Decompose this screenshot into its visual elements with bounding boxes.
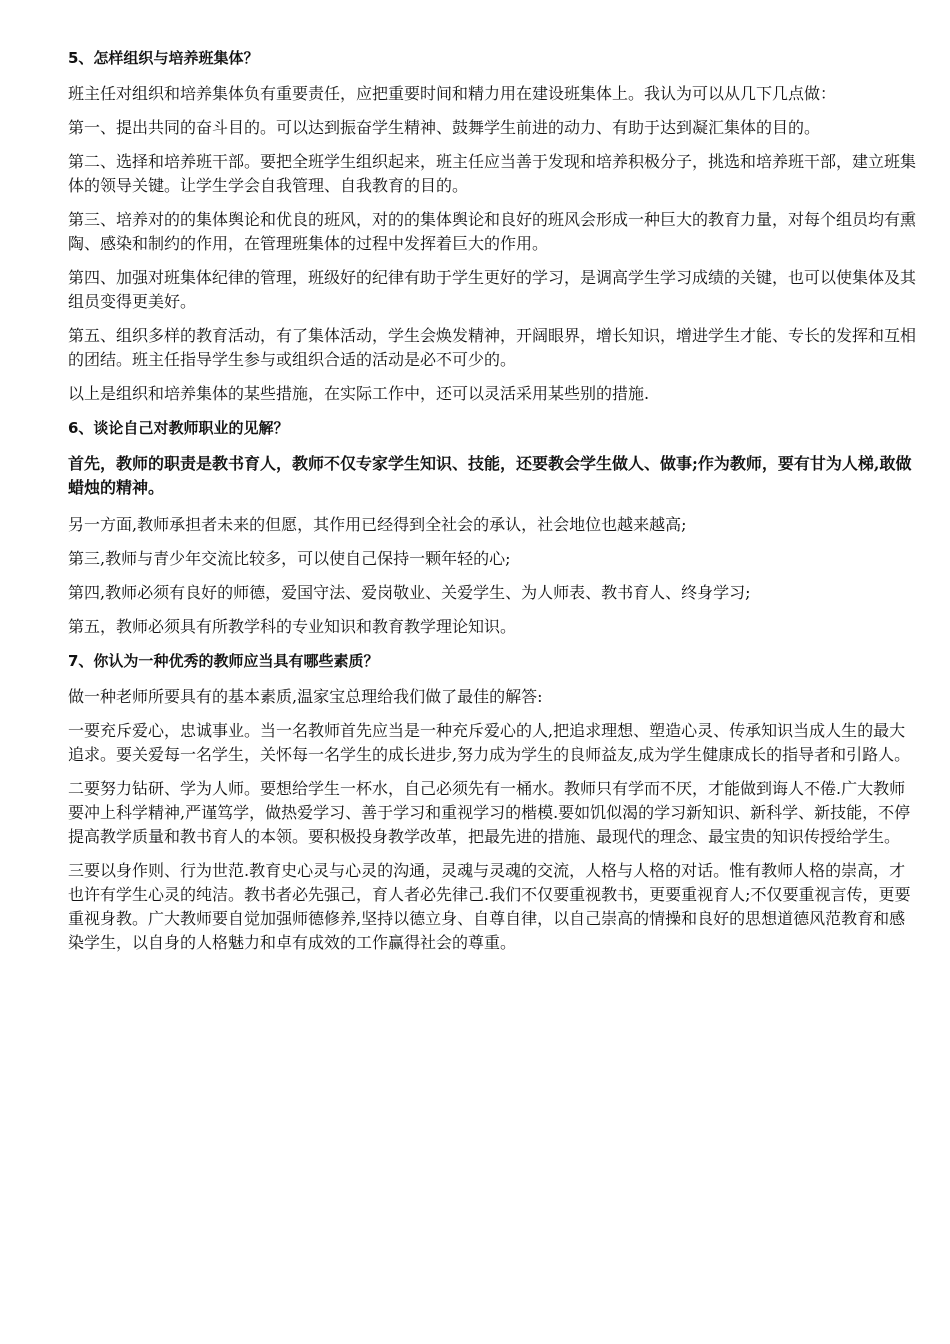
- paragraph: 第三、培养对的的集体舆论和优良的班风，对的的集体舆论和良好的班风会形成一种巨大的教育力量，对每个组员均有熏陶、感染和制约的作用，在管理班集体的过程中发挥着巨大的作用。: [68, 210, 917, 253]
- paragraph: 一要充斥爱心，忠诚事业。当一名教师首先应当是一种充斥爱心的人,把追求理想、塑造心灵、传承知识当成人生的最大追求。要关爱每一名学生，关怀每一名学生的成长进步,努力成为学生的良师益友,成为学生健康成长的指导者和引路人。: [68, 721, 911, 764]
- bold-paragraph: 首先，教师的职责是教书育人，教师不仅专家学生知识、技能，还要教会学生做人、做事;作为教师，要有甘为人梯,敢做蜡烛的精神。: [68, 454, 912, 497]
- paragraph: 班主任对组织和培养集体负有重要责任，应把重要时间和精力用在建设班集体上。我认为可以从几下几点做：: [68, 84, 837, 103]
- paragraph: 三要以身作则、行为世范.教育史心灵与心灵的沟通，灵魂与灵魂的交流，人格与人格的对话。惟有教师人格的崇高，才也许有学生心灵的纯洁。教书者必先强己，育人者必先律己.我们不仅要重视教书，更要重视育人;不仅要重视言传，更要重视身教。广大教师要自觉加强师德修养,坚持以德立身、自尊自律，以自己崇高的情操和良好的思想道德风范教育和感染学生，以自身的人格魅力和卓有成效的工作赢得社会的尊重。: [68, 861, 911, 952]
- section-heading: 6、谈论自己对教师职业的见解？: [68, 419, 289, 437]
- paragraph: 第五，教师必须具有所教学科的专业知识和教育教学理论知识。: [68, 617, 517, 636]
- section-heading: 7、你认为一种优秀的教师应当具有哪些素质？: [68, 652, 379, 670]
- section-5: [68, 46, 916, 406]
- paragraph: 第一、提出共同的奋斗目的。可以达到振奋学生精神、鼓舞学生前进的动力、有助于达到凝汇集体的目的。: [68, 118, 821, 137]
- section-6: [68, 416, 916, 639]
- paragraph: 二要努力钻研、学为人师。要想给学生一杯水，自己必须先有一桶水。教师只有学而不厌，才能做到诲人不倦.广大教师要冲上科学精神,严谨笃学，做热爱学习、善于学习和重视学习的楷模.要如饥似渴的学习新知识、新科学、新技能，不停提高教学质量和教书育人的本领。要积极投身教学改革，把最先进的措施、最现代的理念、最宝贵的知识传授给学生。: [68, 779, 911, 846]
- document-page: [68, 46, 916, 965]
- section-7: [68, 649, 916, 955]
- paragraph: 另一方面,教师承担者未来的但愿，其作用已经得到全社会的承认，社会地位也越来越高;: [68, 515, 687, 534]
- paragraph: 第二、选择和培养班干部。要把全班学生组织起来，班主任应当善于发现和培养积极分子，挑选和培养班干部，建立班集体的领导关键。让学生学会自我管理、自我教育的目的。: [68, 152, 917, 195]
- paragraph: 第四,教师必须有良好的师德，爱国守法、爱岗敬业、关爱学生、为人师表、教书育人、终身学习;: [68, 583, 751, 602]
- paragraph: 以上是组织和培养集体的某些措施，在实际工作中，还可以灵活采用某些别的措施.: [68, 384, 650, 403]
- paragraph: 做一种老师所要具有的基本素质,温家宝总理给我们做了最佳的解答:: [68, 687, 543, 706]
- paragraph: 第三,教师与青少年交流比较多，可以使自己保持一颗年轻的心;: [68, 549, 511, 568]
- section-heading: 5、怎样组织与培养班集体？: [68, 49, 259, 67]
- paragraph: 第四、加强对班集体纪律的管理，班级好的纪律有助于学生更好的学习，是调高学生学习成绩的关键，也可以使集体及其组员变得更美好。: [68, 268, 917, 311]
- paragraph: 第五、组织多样的教育活动，有了集体活动，学生会焕发精神，开阔眼界，增长知识，增进学生才能、专长的发挥和互相的团结。班主任指导学生参与或组织合适的活动是必不可少的。: [68, 326, 917, 369]
